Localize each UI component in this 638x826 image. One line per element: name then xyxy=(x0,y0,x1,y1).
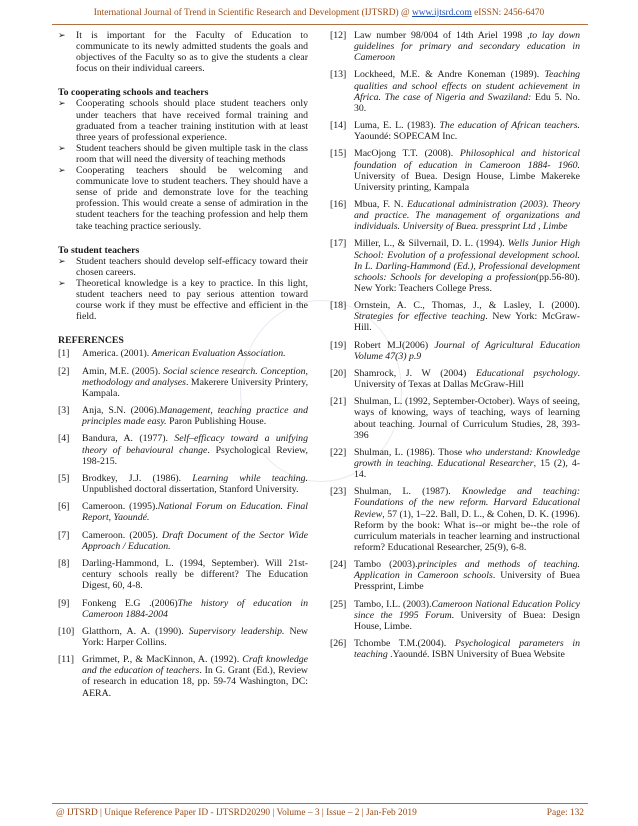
reference-item xyxy=(330,638,580,660)
reference-text xyxy=(82,501,308,523)
reference-text xyxy=(354,447,580,480)
reference-text xyxy=(82,654,308,698)
journal-issn: eISSN: 2456-6470 xyxy=(471,8,545,18)
reference-publisher: , 57 (1), 1–22. Ball, D. L., & Cohen, D. K. (1996). Reform by the book: What is--or might be--the role of curriculum materials in teacher learning and instructional reform? Educational Researcher, 25(9), 6-8. xyxy=(354,508,580,553)
reference-number: [9] xyxy=(58,597,70,609)
reference-author: Lockheed, M.E. & Andre Koneman (1989). xyxy=(354,69,545,81)
reference-author: Anja, S.N. (2006). xyxy=(82,405,160,417)
reference-title: to lay down guidelines for primary and secondary education in Cameroon xyxy=(354,30,580,64)
reference-text xyxy=(82,366,308,399)
reference-title: Social science research. Conception, methodology and analyses xyxy=(82,365,308,388)
reference-title: Psychological parameters in teaching xyxy=(354,638,580,661)
reference-item xyxy=(330,238,580,293)
reference-number: [12] xyxy=(330,30,347,41)
reference-number: [22] xyxy=(330,446,347,458)
reference-number: [5] xyxy=(58,472,70,484)
reference-author: Law number 98/004 of 14th Ariel 1998 , xyxy=(354,30,530,41)
reference-number: [6] xyxy=(58,501,70,513)
bullet-item xyxy=(58,98,308,142)
reference-text xyxy=(354,486,580,553)
arrow-bullet-icon: ➢ xyxy=(58,165,66,176)
reference-author: Shulman, L. (1986). Those xyxy=(354,446,466,458)
reference-title: Supervisory leadership. xyxy=(188,625,285,637)
reference-publisher: Yaoundé: SOPECAM Inc. xyxy=(354,131,458,143)
page-footer xyxy=(56,808,584,818)
bullet-item xyxy=(58,143,308,165)
reference-author: Glatthorn, A. A. (1990). xyxy=(82,625,189,637)
reference-title: The history of education in Cameroon 1884-2004 xyxy=(82,597,308,620)
arrow-bullet-icon: ➢ xyxy=(58,98,66,109)
references-list-left xyxy=(58,348,308,698)
reference-title: Philosophical and historical foundation of education in Cameroon 1884- 1960. xyxy=(354,148,580,171)
journal-title: International Journal of Trend in Scientific Research and Development (IJTSRD) @ xyxy=(93,8,412,18)
reference-publisher: , 15 (2), 4-14. xyxy=(354,457,580,481)
reference-item xyxy=(58,433,308,466)
arrow-bullet-icon: ➢ xyxy=(58,255,66,266)
reference-number: [13] xyxy=(330,69,347,81)
reference-number: [26] xyxy=(330,638,347,650)
reference-author: Shulman, L. (1992, September-October). Ways of seeing, ways of knowing, ways of teaching, ways of learning about teaching. Journal of Curriculum Studies, 28, 393-396 xyxy=(354,396,580,441)
reference-title: Craft knowledge and the education of teachers xyxy=(82,654,308,677)
reference-number: [19] xyxy=(330,339,347,351)
reference-author: Ornstein, A. C., Thomas, J., & Lasley, I. (2000). xyxy=(354,300,580,312)
reference-text xyxy=(354,148,580,192)
reference-item xyxy=(330,120,580,142)
reference-number: [18] xyxy=(330,300,347,312)
header-rule xyxy=(52,24,588,25)
reference-item xyxy=(58,366,308,399)
reference-author: Bandura, A. (1977). xyxy=(82,433,175,445)
reference-author: MacOjong T.T. (2008). xyxy=(354,148,460,160)
reference-title: Journal of Agricultural Education Volume 47(3) p.9 xyxy=(354,339,580,362)
reference-title: Educational psychology xyxy=(475,367,578,379)
reference-number: [8] xyxy=(58,558,70,570)
reference-number: [23] xyxy=(330,486,347,498)
reference-number: [21] xyxy=(330,396,347,408)
reference-item xyxy=(330,447,580,480)
reference-number: [3] xyxy=(58,405,70,417)
reference-author: Grimmet, P., & MacKinnon, A. (1992). xyxy=(82,654,243,666)
reference-item xyxy=(330,30,580,63)
right-column xyxy=(330,30,580,666)
footer-reference: @ IJTSRD | Unique Reference Paper ID - IJTSRD20290 | Volume – 3 | Issue – 2 | Jan-Feb 2019 xyxy=(56,808,417,818)
section-heading-cooperating: To cooperating schools and teachers xyxy=(58,87,209,99)
journal-website-link[interactable]: www.ijtsrd.com xyxy=(411,8,472,18)
reference-title: Self–efficacy toward a unifying theory of behavioural change xyxy=(82,433,308,456)
reference-author: Brodkey, J.J. (1986). xyxy=(82,472,193,484)
bullet-text: Student teachers should develop self-efficacy toward their chosen careers. xyxy=(76,255,308,278)
recommendations-faculty-list xyxy=(58,30,308,74)
reference-author: Cameroon. (1995). xyxy=(82,501,158,513)
reference-author: Robert M.J(2006) xyxy=(354,339,435,351)
reference-title: American Evaluation Association. xyxy=(151,348,286,360)
reference-publisher: University of Buea. Design House, Limbe Makereke University printing, Kampala xyxy=(354,170,580,193)
reference-item xyxy=(330,396,580,440)
reference-title: Management, teaching practice and principles made easy. xyxy=(82,405,308,428)
reference-title: who understand: Knowledge growth in teaching. Educational Researcher xyxy=(354,446,580,469)
reference-title: principles and methods of teaching. Application in Cameroon schools xyxy=(354,559,580,582)
reference-text xyxy=(354,69,580,113)
reference-text xyxy=(82,530,308,552)
reference-text xyxy=(82,348,308,359)
reference-publisher: (pp.56-80). New York: Teachers College Press. xyxy=(354,271,580,294)
reference-item xyxy=(58,558,308,591)
reference-publisher: New York: Harper Collins. xyxy=(82,625,308,648)
references-list-right xyxy=(330,30,580,660)
references-heading: REFERENCES xyxy=(58,335,124,347)
reference-author: Amin, M.E. (2005). xyxy=(82,365,163,377)
reference-text xyxy=(354,638,580,660)
reference-author: Darling-Hammond, L. (1994, September). Will 21st-century schools really be different? The Education Digest, 60, 4-8. xyxy=(82,558,308,592)
reference-publisher: . Psychological Review, 198-215. xyxy=(82,444,308,467)
reference-number: [25] xyxy=(330,598,347,610)
reference-publisher: .Yaoundé. ISBN University of Buea Website xyxy=(387,649,565,661)
left-column xyxy=(58,30,308,705)
reference-author: Tchombe T.M.(2004). xyxy=(354,638,455,650)
reference-title: Cameroon National Education Policy since the 1995 Forum xyxy=(354,598,580,621)
section-heading-students: To student teachers xyxy=(58,244,140,256)
reference-item xyxy=(58,626,308,648)
reference-number: [14] xyxy=(330,120,347,132)
reference-item xyxy=(330,340,580,362)
reference-title: Wells Junior High School: Evolution of a professional development school. In L. Darling-Hammond (Ed.), Professional development schools: Schools for developing a profession xyxy=(354,238,581,283)
reference-text xyxy=(354,599,580,632)
reference-text xyxy=(82,405,308,427)
reference-item xyxy=(58,348,308,359)
reference-number: [10] xyxy=(58,625,75,637)
journal-header xyxy=(0,8,638,18)
reference-author: Tambo, I.L. (2003). xyxy=(354,598,432,610)
arrow-bullet-icon: ➢ xyxy=(58,142,66,153)
bullet-item xyxy=(58,165,308,232)
reference-publisher: . University of Buea: Design House, Limbe. xyxy=(354,609,580,632)
bullet-item xyxy=(58,30,308,74)
reference-number: [11] xyxy=(58,654,74,666)
recommendations-students-list xyxy=(58,256,308,323)
reference-author: Miller, L., & Silvernail, D. L. (1994). xyxy=(354,238,508,250)
reference-author: America. (2001). xyxy=(82,348,152,360)
reference-number: [4] xyxy=(58,433,70,445)
reference-title: National Forum on Education. Final Report, Yaoundé. xyxy=(82,501,309,524)
reference-number: [16] xyxy=(330,198,347,210)
reference-number: [15] xyxy=(330,148,347,160)
bullet-text: Theoretical knowledge is a key to practice. In this light, student teachers need to pay serious attention toward course work if they must be effective and efficient in the field. xyxy=(76,277,308,323)
reference-item xyxy=(330,599,580,632)
reference-author: Shamrock, J. W (2004) xyxy=(354,367,476,379)
reference-publisher: . University of Buea Pressprint, Limbe xyxy=(354,570,580,593)
reference-title: Draft Document of the Sector Wide Approach / Education. xyxy=(82,529,308,552)
reference-author: Luma, E. L. (1983). xyxy=(354,120,440,132)
arrow-bullet-icon: ➢ xyxy=(58,30,66,40)
recommendations-cooperating-list xyxy=(58,98,308,231)
reference-publisher: . In G. Grant (Ed.), Review of research in education 18, pp. 59-74 Washington, DC: AERA. xyxy=(82,665,308,699)
reference-item xyxy=(58,598,308,620)
reference-number: [20] xyxy=(330,367,347,379)
bullet-text: Cooperating teachers should be welcoming and communicate love to student teachers. They should have a sense of pride and demonstrate love for the teaching profession. This would create a sense of admiration in the student teachers for the teaching profession and help them take teaching practice seriously. xyxy=(76,165,308,232)
reference-text xyxy=(82,626,308,648)
reference-item xyxy=(330,559,580,592)
reference-publisher: . New York: McGraw-Hill. xyxy=(354,311,580,334)
reference-text xyxy=(82,598,308,620)
reference-author: Cameroon. (2005). xyxy=(82,529,162,541)
bullet-item xyxy=(58,256,308,278)
reference-item xyxy=(58,501,308,523)
reference-text xyxy=(354,300,580,333)
reference-number: [24] xyxy=(330,559,347,571)
reference-title: Strategies for effective teaching xyxy=(354,311,486,323)
reference-title: Teaching qualities and school effects on student achievement in Africa. The case of Nigeria and Swaziland: xyxy=(354,69,580,103)
reference-item xyxy=(330,69,580,113)
reference-publisher: Unpublished doctoral dissertation, Stanford University. xyxy=(82,484,299,496)
reference-number: [17] xyxy=(330,238,347,250)
reference-author: Mbua, F. N. xyxy=(354,198,408,210)
reference-text xyxy=(354,340,580,362)
reference-item xyxy=(58,405,308,427)
reference-title: Educational administration (2003). Theory and practice. The management of organizations and individuals. University of Buea. pressprint Ltd , Limbe xyxy=(354,198,580,233)
bullet-item xyxy=(58,278,308,322)
reference-text xyxy=(354,396,580,440)
reference-number: [2] xyxy=(58,365,70,377)
footer-rule xyxy=(52,803,588,804)
reference-item xyxy=(330,300,580,333)
bullet-text: Student teachers should be given multiple task in the class room that will need the diversity of teaching methods xyxy=(76,142,308,165)
reference-author: Shulman, L. (1987). xyxy=(354,486,462,498)
reference-item xyxy=(330,368,580,390)
reference-text xyxy=(354,120,580,142)
reference-title: The education of African teachers. xyxy=(439,120,580,132)
reference-publisher: . Makerere University Printery, Kampala. xyxy=(82,376,309,399)
bullet-text: It is important for the Faculty of Education to communicate to its newly admitted students the goals and objectives of the Faculty so as to give the students a clear focus on their individual careers. xyxy=(76,30,308,75)
reference-publisher: . University of Texas at Dallas McGraw-Hill xyxy=(354,367,580,391)
bullet-text: Cooperating schools should place student teachers only under teachers that have received formal training and graduated from a teacher training institution with at least three years of professional experience. xyxy=(76,98,308,143)
arrow-bullet-icon: ➢ xyxy=(58,277,66,288)
reference-text xyxy=(354,559,580,592)
reference-title: Learning while teaching. xyxy=(192,472,309,484)
reference-text xyxy=(354,238,580,293)
reference-item xyxy=(330,486,580,553)
reference-publisher: Edu 5. No. 30. xyxy=(354,91,580,114)
reference-text xyxy=(82,558,308,591)
reference-title: Knowledge and teaching: Foundations of the new reform. Harvard Educational Review xyxy=(354,486,581,520)
reference-text xyxy=(354,30,580,63)
reference-item xyxy=(58,473,308,495)
reference-text xyxy=(82,433,308,466)
reference-publisher: Paron Publishing House. xyxy=(166,416,267,428)
page-number: Page: 132 xyxy=(546,808,584,818)
reference-text xyxy=(82,473,308,495)
reference-author: Fonkeng E.G .(2006) xyxy=(82,597,178,609)
reference-number: [7] xyxy=(58,529,70,541)
reference-item xyxy=(58,654,308,698)
reference-text xyxy=(354,199,580,232)
reference-text xyxy=(354,368,580,390)
reference-item xyxy=(330,148,580,192)
reference-number: [1] xyxy=(58,348,70,360)
reference-author: Tambo (2003). xyxy=(354,559,418,571)
reference-item xyxy=(330,199,580,232)
reference-item xyxy=(58,530,308,552)
